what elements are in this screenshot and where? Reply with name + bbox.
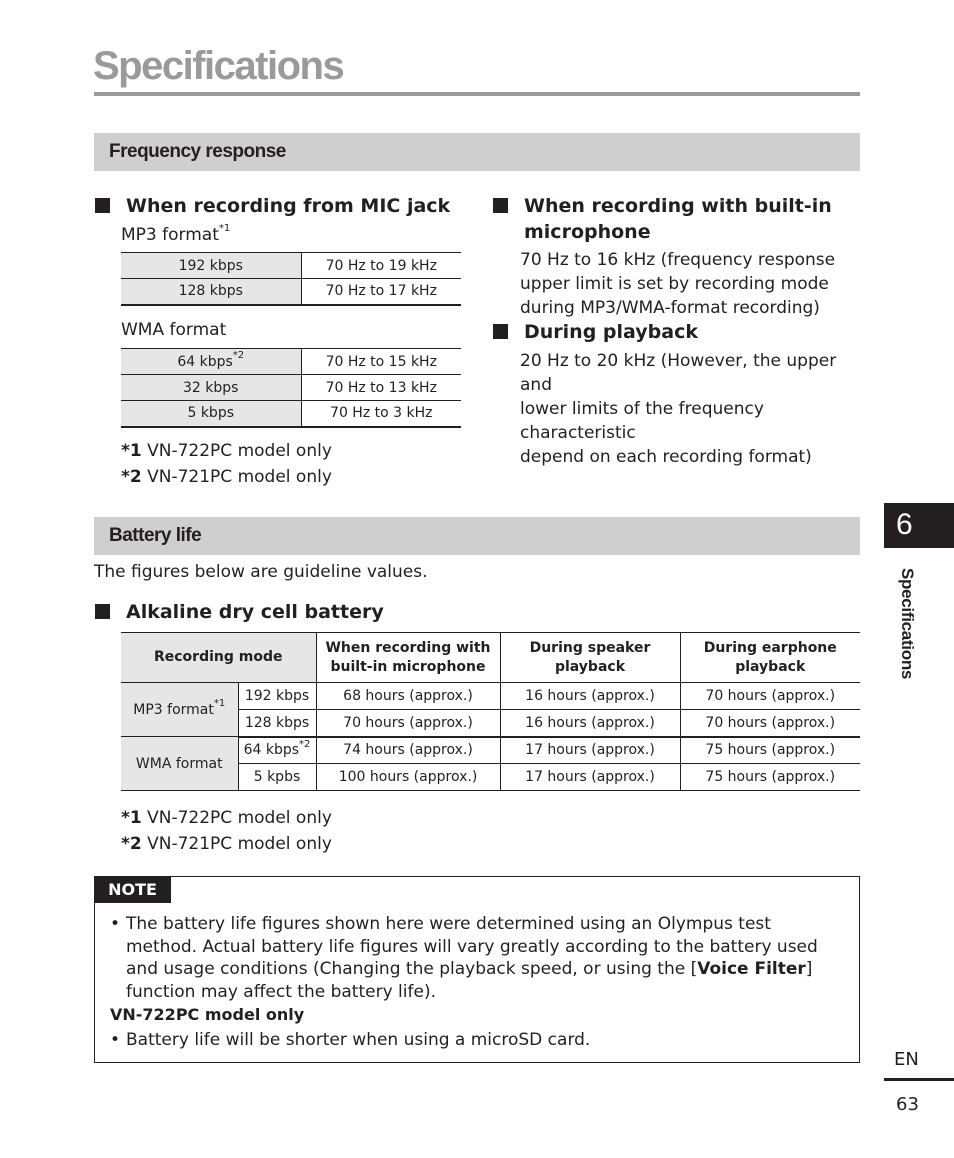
bitrate-cell: 192 kbps (238, 683, 316, 710)
note-item-2: • Battery life will be shorter when using a microSD card. (110, 1030, 591, 1050)
section-bar-frequency (94, 133, 860, 171)
builtin-hours-cell: 100 hours (approx.) (316, 764, 500, 791)
earphone-hours-cell: 75 hours (approx.) (680, 764, 860, 791)
battery-intro: The figures below are guideline values. (94, 562, 428, 582)
section-title-frequency: Frequency response (109, 141, 286, 162)
page-title: Specifications (93, 44, 344, 88)
header-speaker-playback: During speaker playback (500, 633, 680, 683)
builtin-hours-cell: 70 hours (approx.) (316, 710, 500, 737)
earphone-hours-cell: 75 hours (approx.) (680, 737, 860, 764)
wma-frequency-table (121, 348, 461, 428)
battery-footnote-2: *2 VN-721PC model only (121, 834, 332, 854)
square-bullet-icon (95, 604, 110, 619)
bitrate-cell: 192 kbps (121, 253, 301, 279)
playback-description: 20 Hz to 20 kHz (However, the upper and lower limits of the frequency characteristic depend on each recording format) (520, 351, 837, 467)
bullet-icon: • (110, 1030, 121, 1050)
header-recording-mode: Recording mode (121, 633, 316, 683)
earphone-hours-cell: 70 hours (approx.) (680, 710, 860, 737)
chapter-tab (884, 503, 954, 548)
builtin-mic-heading: When recording with built-in microphone (493, 193, 853, 245)
range-cell: 70 Hz to 17 kHz (301, 279, 461, 305)
bitrate-cell: 32 kbps (121, 375, 301, 401)
chapter-number: 6 (896, 508, 913, 541)
range-cell: 70 Hz to 13 kHz (301, 375, 461, 401)
speaker-hours-cell: 16 hours (approx.) (500, 683, 680, 710)
table-row (121, 401, 461, 427)
range-cell: 70 Hz to 19 kHz (301, 253, 461, 279)
note-model-heading: VN-722PC model only (110, 1005, 305, 1024)
battery-footnote-1: *1 VN-722PC model only (121, 808, 332, 828)
note-item-1: • The battery life figures shown here were determined using an Olympus test method. Actual battery life figures will vary greatly according to the battery used and usage conditions (Changing the playback speed, or using the [Voice Filter] function may affect the battery life). (110, 914, 818, 1002)
section-bar-battery (94, 517, 860, 555)
page-number: 63 (896, 1094, 919, 1115)
language-label: EN (894, 1049, 919, 1070)
mode-cell-wma: WMA format (121, 737, 238, 791)
builtin-hours-cell: 68 hours (approx.) (316, 683, 500, 710)
language-rule (884, 1078, 954, 1081)
square-bullet-icon (493, 324, 508, 339)
range-cell: 70 Hz to 15 kHz (301, 349, 461, 375)
table-row (121, 683, 860, 710)
battery-life-table (121, 632, 860, 791)
header-earphone-playback: During earphone playback (680, 633, 860, 683)
side-chapter-title: Specifications (898, 568, 917, 680)
speaker-hours-cell: 16 hours (approx.) (500, 710, 680, 737)
table-row (121, 737, 860, 764)
table-header-row (121, 633, 860, 683)
builtin-hours-cell: 74 hours (approx.) (316, 737, 500, 764)
bitrate-cell: 64 kbps$^{*2}$ (121, 349, 301, 375)
footnote-2: *2 VN-721PC model only (121, 467, 332, 487)
mp3-format-label: MP3 format$^{*1}$ (121, 223, 231, 245)
bitrate-cell: 5 kbps (121, 401, 301, 427)
builtin-mic-description: 70 Hz to 16 kHz (frequency response upper limit is set by recording mode during MP3/WMA-format recording) (520, 250, 836, 318)
mic-jack-heading: When recording from MIC jack (95, 193, 455, 219)
section-title-battery: Battery life (109, 525, 202, 546)
title-rule (94, 92, 860, 96)
speaker-hours-cell: 17 hours (approx.) (500, 764, 680, 791)
square-bullet-icon (493, 198, 508, 213)
bitrate-cell: 64 kbps$^{*2}$ (238, 737, 316, 764)
bullet-icon: • (110, 914, 121, 934)
table-row (121, 375, 461, 401)
bitrate-cell: 5 kpbs (238, 764, 316, 791)
earphone-hours-cell: 70 hours (approx.) (680, 683, 860, 710)
alkaline-heading: Alkaline dry cell battery (95, 599, 495, 625)
table-row (121, 279, 461, 305)
playback-heading: During playback (493, 319, 853, 345)
table-row (121, 253, 461, 279)
mp3-frequency-table (121, 252, 461, 306)
speaker-hours-cell: 17 hours (approx.) (500, 737, 680, 764)
bitrate-cell: 128 kbps (238, 710, 316, 737)
table-row (121, 349, 461, 375)
mode-cell-mp3: MP3 format$^{*1}$ (121, 683, 238, 737)
range-cell: 70 Hz to 3 kHz (301, 401, 461, 427)
square-bullet-icon (95, 198, 110, 213)
footnote-1: *1 VN-722PC model only (121, 441, 332, 461)
header-builtin-mic: When recording with built-in microphone (316, 633, 500, 683)
note-label: NOTE (94, 876, 171, 903)
wma-format-label: WMA format (121, 320, 227, 340)
bitrate-cell: 128 kbps (121, 279, 301, 305)
